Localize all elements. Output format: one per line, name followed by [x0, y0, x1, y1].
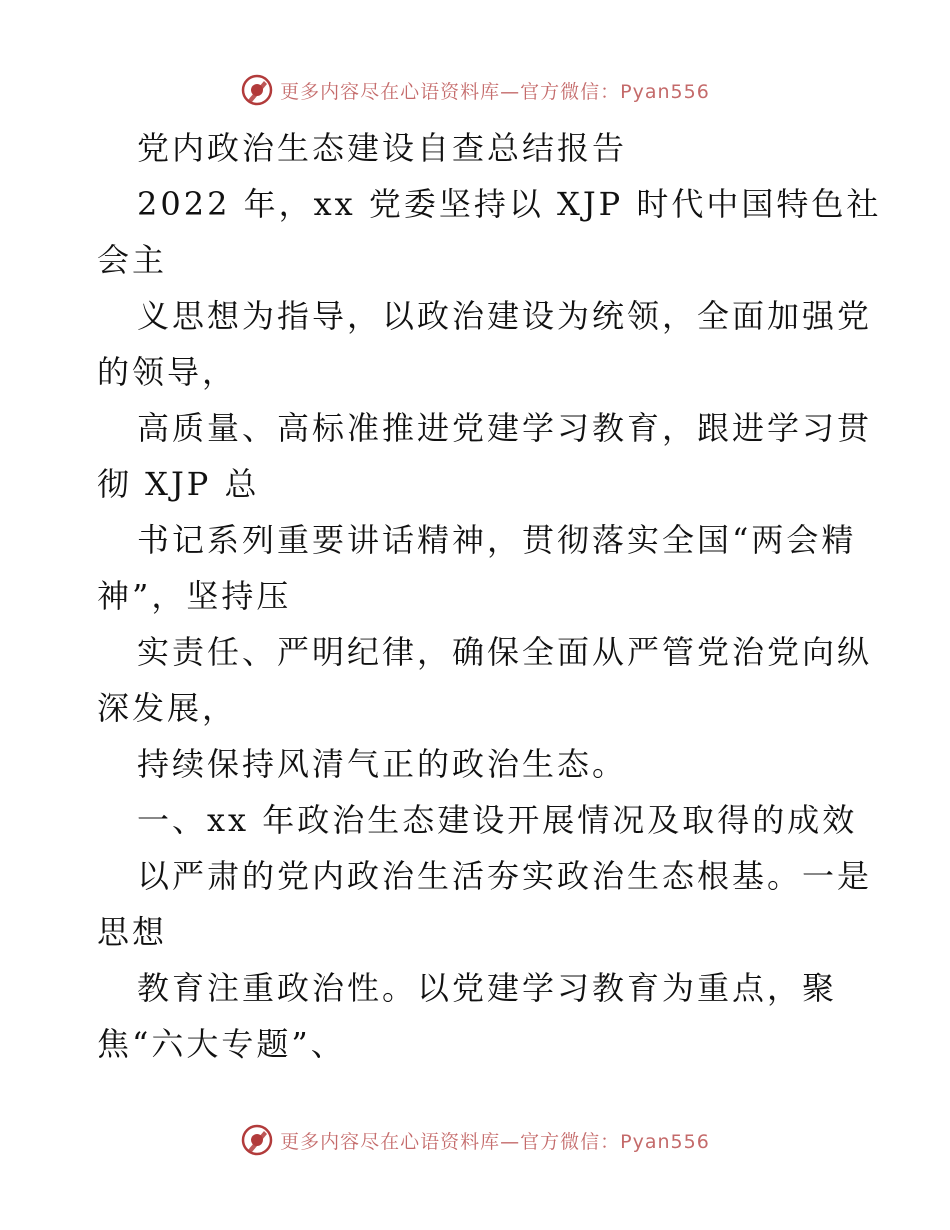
paragraph-line: 2022 年，xx 党委坚持以 XJP 时代中国特色社 — [137, 185, 882, 223]
header-watermark-banner — [0, 70, 950, 110]
paragraph-line: 实责任、严明纪律，确保全面从严管党治党向纵 — [137, 633, 873, 671]
header-watermark-text: 更多内容尽在心语资料库—官方微信：Pyan556 — [280, 80, 710, 103]
paragraph-line: 彻 XJP 总 — [97, 465, 260, 503]
paragraph-line: 义思想为指导，以政治建设为统领，全面加强党 — [137, 297, 873, 335]
footer-watermark-text: 更多内容尽在心语资料库—官方微信：Pyan556 — [280, 1130, 710, 1153]
paragraph-line: 的领导， — [97, 353, 238, 391]
paragraph-line: 思想 — [97, 913, 168, 951]
paragraph-line: 会主 — [97, 241, 168, 279]
document-body — [97, 120, 882, 1072]
pen-nib-logo-icon — [240, 1123, 274, 1157]
paragraph-line: 教育注重政治性。以党建学习教育为重点，聚 — [137, 969, 838, 1007]
footer-watermark-banner — [0, 1120, 950, 1160]
paragraph-line: 高质量、高标准推进党建学习教育，跟进学习贯 — [137, 409, 873, 447]
document-title: 党内政治生态建设自查总结报告 — [137, 129, 628, 167]
paragraph-line: 持续保持风清气正的政治生态。 — [137, 745, 628, 783]
paragraph-line: 神”，坚持压 — [97, 577, 292, 615]
paragraph-line: 以严肃的党内政治生活夯实政治生态根基。一是 — [137, 857, 873, 895]
paragraph-line: 深发展， — [97, 689, 238, 727]
pen-nib-logo-icon — [240, 73, 274, 107]
paragraph-line: 焦“六大专题”、 — [97, 1025, 346, 1063]
paragraph-line: 书记系列重要讲话精神，贯彻落实全国“两会精 — [137, 521, 857, 559]
section-heading: 一、xx 年政治生态建设开展情况及取得的成效 — [137, 801, 858, 839]
